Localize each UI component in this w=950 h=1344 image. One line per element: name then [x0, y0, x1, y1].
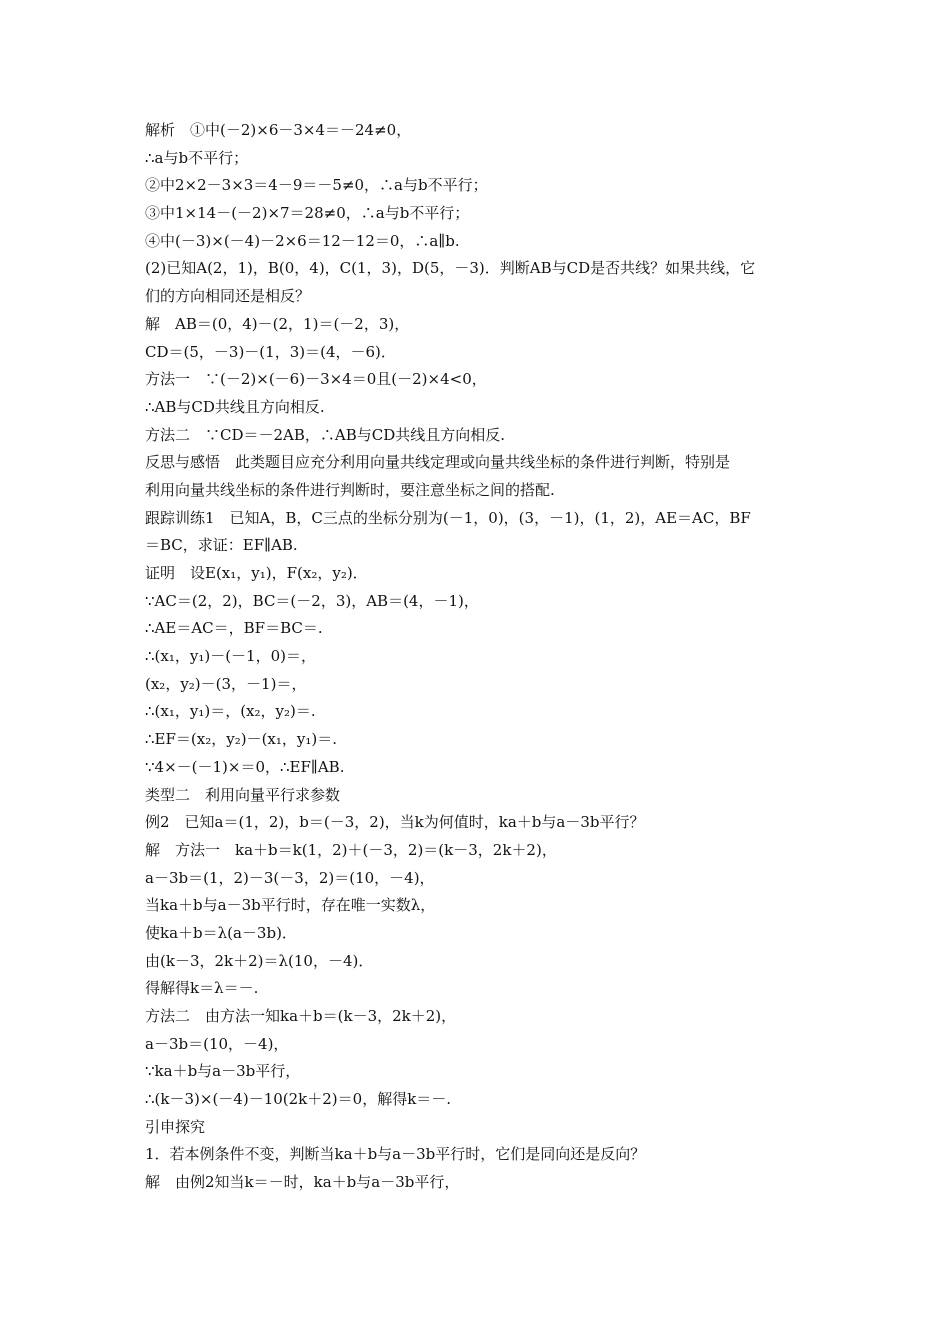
document-body	[145, 117, 815, 1197]
text-line: ④中(－3)×(－4)－2×6＝12－12＝0，∴a∥b.	[145, 231, 460, 250]
text-line: 利用向量共线坐标的条件进行判断时，要注意坐标之间的搭配.	[145, 480, 555, 499]
text-line: 跟踪训练1 已知A，B，C三点的坐标分别为(－1，0)，(3，－1)，(1，2)，AE＝AC，BF	[145, 508, 751, 527]
text-line: 解析 ①中(－2)×6－3×4＝－24≠0，	[145, 121, 412, 139]
text-line: (2)已知A(2，1)，B(0，4)，C(1，3)，D(5，－3)．判断AB与CD是否共线？如果共线，它	[145, 259, 756, 278]
text-line: ∴(k－3)×(－4)－10(2k＋2)＝0，解得k＝－.	[145, 1090, 452, 1109]
text-line: ∴a与b不平行；	[145, 148, 249, 167]
text-line: 例2 已知a＝(1，2)，b＝(－3，2)，当k为何值时，ka＋b与a－3b平行？	[145, 813, 645, 832]
text-line: 方法二 由方法一知ka＋b＝(k－3，2k＋2)，	[145, 1007, 457, 1025]
text-line: ②中2×2－3×3＝4－9＝－5≠0，∴a与b不平行；	[145, 176, 488, 195]
text-line: ∵4×－(－1)×＝0，∴EF∥AB.	[145, 757, 345, 776]
text-line: 由(k－3，2k＋2)＝λ(10，－4)．	[145, 951, 374, 970]
text-line: ∴EF＝(x₂，y₂)－(x₁，y₁)＝.	[145, 730, 337, 749]
text-line: 解 方法一 ka＋b＝k(1，2)＋(－3，2)＝(k－3，2k＋2)，	[145, 840, 557, 859]
text-line: 解 AB＝(0，4)－(2，1)＝(－2，3)，	[145, 314, 410, 333]
text-line: a－3b＝(1，2)－3(－3，2)＝(10，－4)，	[145, 868, 435, 887]
text-line: ∵AC＝(2，2)，BC＝(－2，3)，AB＝(4，－1)，	[145, 591, 479, 610]
text-line: CD＝(5，－3)－(1，3)＝(4，－6)．	[145, 342, 396, 361]
text-line: 方法二 ∵CD＝－2AB，∴AB与CD共线且方向相反.	[145, 425, 506, 444]
text-line: 当ka＋b与a－3b平行时，存在唯一实数λ，	[145, 896, 436, 915]
text-line: ∴AE＝AC＝，BF＝BC＝.	[145, 619, 323, 638]
text-line: 得解得k＝λ＝－.	[145, 979, 259, 998]
text-line: ∴(x₁，y₁)＝，(x₂，y₂)＝.	[145, 702, 316, 721]
text-line: 反思与感悟 此类题目应充分利用向量共线定理或向量共线坐标的条件进行判断，特别是	[145, 453, 731, 472]
text-line: 引申探究	[145, 1117, 206, 1136]
text-line: ∴(x₁，y₁)－(－1，0)＝，	[145, 647, 316, 666]
text-line: (x₂，y₂)－(3，－1)＝，	[145, 674, 307, 693]
text-line: ∴AB与CD共线且方向相反.	[145, 397, 325, 416]
text-line: ∵ka＋b与a－3b平行，	[145, 1062, 301, 1081]
text-line: 类型二 利用向量平行求参数	[145, 785, 341, 804]
text-line: 使ka＋b＝λ(a－3b)．	[145, 923, 297, 942]
text-line: 们的方向相同还是相反？	[145, 287, 311, 306]
text-line: 证明 设E(x₁，y₁)，F(x₂，y₂)．	[145, 564, 368, 582]
text-line: ③中1×14－(－2)×7＝28≠0，∴a与b不平行；	[145, 204, 470, 223]
text-line: 方法一 ∵(－2)×(－6)－3×4＝0且(－2)×4<0，	[145, 370, 487, 389]
text-line: 1．若本例条件不变，判断当ka＋b与a－3b平行时，它们是同向还是反向？	[145, 1145, 646, 1164]
text-line: a－3b＝(10，－4)，	[145, 1034, 289, 1053]
text-line: ＝BC，求证：EF∥AB.	[145, 536, 298, 555]
text-line: 解 由例2知当k＝－时，ka＋b与a－3b平行，	[145, 1173, 460, 1192]
